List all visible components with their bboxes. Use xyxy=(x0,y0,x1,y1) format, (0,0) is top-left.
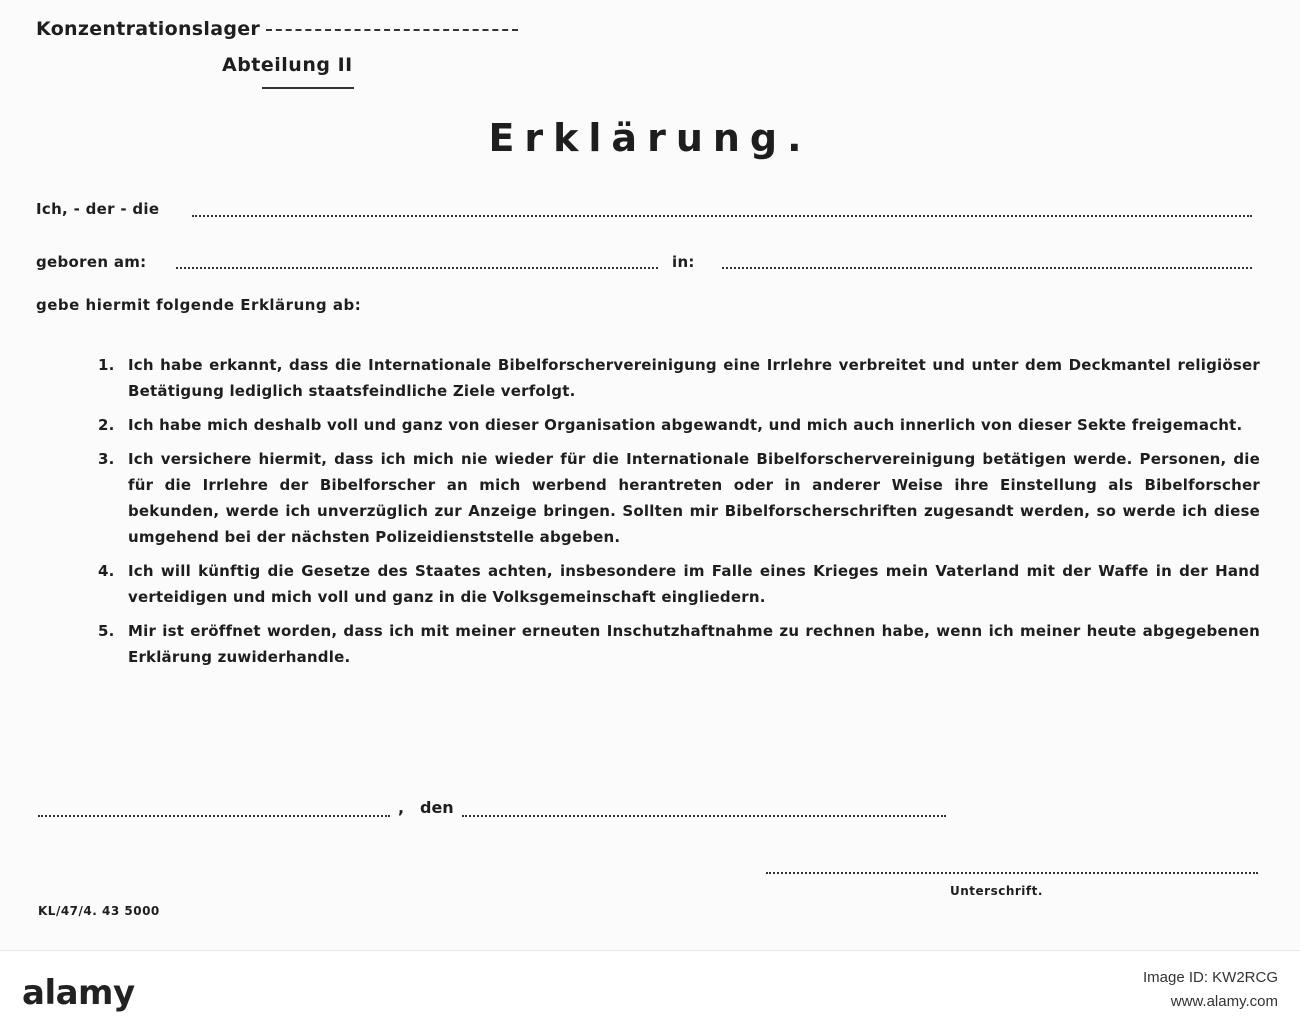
camp-name-blank xyxy=(266,28,518,31)
place-label: in: xyxy=(672,253,695,271)
list-item xyxy=(98,446,1260,550)
image-id: Image ID: KW2RCG xyxy=(1142,969,1278,986)
place-of-signing-blank xyxy=(38,814,390,817)
list-item xyxy=(98,352,1260,404)
item-text: Ich habe mich deshalb voll und ganz von dieser Organisation abgewandt, und mich auch innerlich von dieser Sekte freigemacht. xyxy=(128,416,1243,434)
item-text: Mir ist eröffnet worden, dass ich mit meiner erneuten Inschutzhaftnahme zu rechnen habe, wenn ich meiner heute abgegebenen Erklärung zuwiderhandle. xyxy=(128,622,1260,666)
item-number: 4. xyxy=(98,562,115,580)
born-label: geboren am: xyxy=(36,253,147,271)
item-number: 1. xyxy=(98,356,115,374)
item-number: 5. xyxy=(98,622,115,640)
brand-logo: alamy xyxy=(22,973,135,1013)
item-text: Ich versichere hiermit, dass ich mich nie wieder für die Internationale Bibelforschervereinigung betätigen werde. Personen, die für die Irrlehre der Bibelforscher an mich werbend herantreten oder in anderer Weise ihre Einstellung als Bibelforscher bekunden, werde ich unverzüglich zur Anzeige bringen. Sollten mir Bibelforscherschriften zugesandt werden, so werde ich diese umgehend bei der nächsten Polizeidienststelle abgeben. xyxy=(128,450,1260,546)
camp-label: Konzentrationslager xyxy=(36,18,261,40)
item-text: Ich habe erkannt, dass die Internationale Bibelforschervereinigung eine Irrlehre verbreitet und unter dem Deckmantel religiöser Betätigung lediglich staatsfeindliche Ziele verfolgt. xyxy=(128,356,1260,400)
stock-footer xyxy=(0,950,1300,1031)
item-text: Ich will künftig die Gesetze des Staates achten, insbesondere im Falle eines Krieges mein Vaterland mit der Waffe in der Hand verteidigen und mich voll und ganz in die Volksgemeinschaft eingliedern. xyxy=(128,562,1260,606)
item-number: 2. xyxy=(98,416,115,434)
declaration-items xyxy=(98,352,1260,678)
list-item xyxy=(98,412,1260,438)
den-label: den xyxy=(420,798,454,817)
signature-line xyxy=(766,872,1258,874)
list-item xyxy=(98,558,1260,610)
intro-text: gebe hiermit folgende Erklärung ab: xyxy=(36,296,362,314)
page-title: Erklärung. xyxy=(488,116,812,160)
list-item xyxy=(98,618,1260,670)
date-separator: , xyxy=(398,798,405,817)
date-blank xyxy=(462,814,946,817)
camp-header xyxy=(36,18,518,40)
birthplace-blank xyxy=(722,266,1252,269)
signature-label: Unterschrift. xyxy=(950,884,1043,898)
name-blank xyxy=(192,214,1252,217)
department-underline xyxy=(262,87,354,89)
birthdate-blank xyxy=(176,266,658,269)
department-label: Abteilung II xyxy=(222,54,353,76)
form-code: KL/47/4. 43 5000 xyxy=(38,904,160,918)
item-number: 3. xyxy=(98,450,115,468)
name-label: Ich, - der - die xyxy=(36,200,160,218)
site-url[interactable]: www.alamy.com xyxy=(1170,993,1278,1010)
